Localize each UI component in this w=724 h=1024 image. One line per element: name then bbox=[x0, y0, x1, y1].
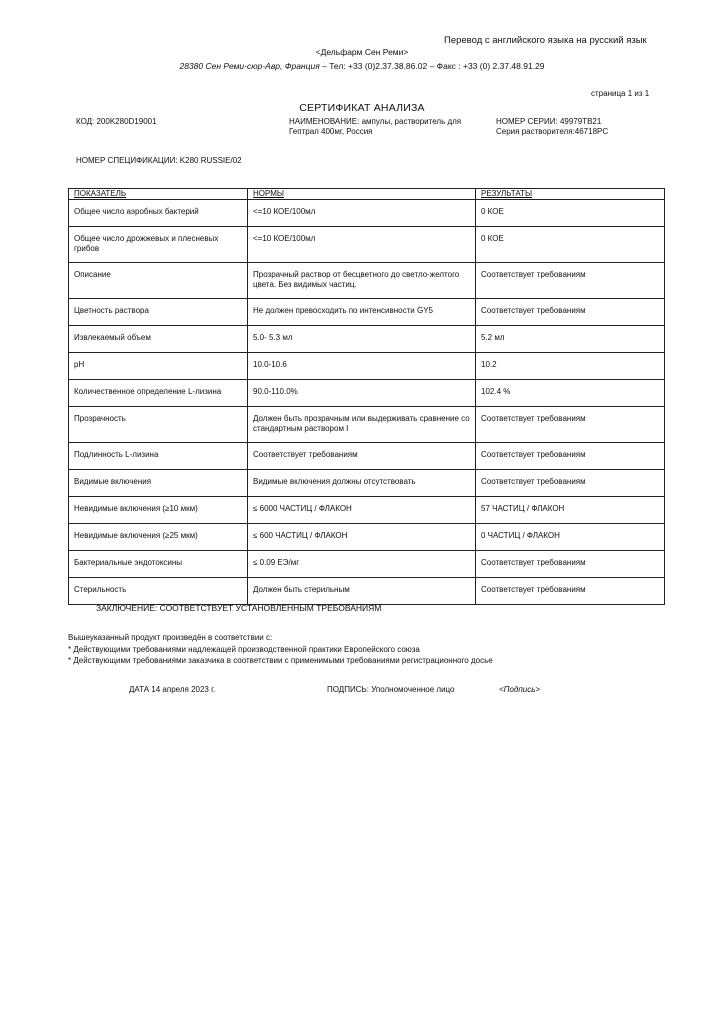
cell-norm: ≤ 600 ЧАСТИЦ / ФЛАКОН bbox=[248, 524, 476, 551]
header-parameter: ПОКАЗАТЕЛЬ bbox=[69, 189, 248, 200]
table-row bbox=[69, 200, 665, 227]
cell-norm: Не должен превосходить по интенсивности GY5 bbox=[248, 299, 476, 326]
cell-result: Соответствует требованиям bbox=[476, 551, 665, 578]
table-row bbox=[69, 551, 665, 578]
document-date: ДАТА 14 апреля 2023 г. bbox=[129, 685, 216, 694]
cell-result: 10.2 bbox=[476, 353, 665, 380]
cell-parameter: Общее число дрожжевых и плесневых грибов bbox=[69, 227, 248, 263]
table-row bbox=[69, 443, 665, 470]
cell-result: 0 ЧАСТИЦ / ФЛАКОН bbox=[476, 524, 665, 551]
specification-number: НОМЕР СПЕЦИФИКАЦИИ: K280 RUSSIE/02 bbox=[76, 156, 242, 165]
cell-norm: Должен быть прозрачным или выдерживать сравнение со стандартным раствором I bbox=[248, 407, 476, 443]
certificate-title: СЕРТИФИКАТ АНАЛИЗА bbox=[299, 102, 425, 114]
results-table bbox=[68, 188, 665, 605]
cell-parameter: Невидимые включения (≥25 мкм) bbox=[69, 524, 248, 551]
cell-norm: 10.0-10.6 bbox=[248, 353, 476, 380]
cell-norm: <=10 КОЕ/100мл bbox=[248, 227, 476, 263]
cell-result: 102.4 % bbox=[476, 380, 665, 407]
cell-parameter: Цветность раствора bbox=[69, 299, 248, 326]
table-row bbox=[69, 497, 665, 524]
product-code: КОД: 200K280D19001 bbox=[76, 117, 157, 126]
cell-result: Соответствует требованиям bbox=[476, 263, 665, 299]
cell-norm: ≤ 0.09 ЕЭ/мг bbox=[248, 551, 476, 578]
cell-result: 5.2 мл bbox=[476, 326, 665, 353]
header-results: РЕЗУЛЬТАТЫ bbox=[476, 189, 665, 200]
table-row bbox=[69, 299, 665, 326]
cell-parameter: Невидимые включения (≥10 мкм) bbox=[69, 497, 248, 524]
cell-result: 0 КОЕ bbox=[476, 200, 665, 227]
cell-norm: 5.0- 5.3 мл bbox=[248, 326, 476, 353]
table-row bbox=[69, 470, 665, 497]
table-row bbox=[69, 524, 665, 551]
table-row bbox=[69, 326, 665, 353]
batch-number: НОМЕР СЕРИИ: 49979TB21 bbox=[496, 117, 602, 126]
cell-parameter: Прозрачность bbox=[69, 407, 248, 443]
cell-result: Соответствует требованиям bbox=[476, 443, 665, 470]
cell-parameter: Подлинность L-лизина bbox=[69, 443, 248, 470]
cell-norm: Должен быть стерильным bbox=[248, 578, 476, 605]
translation-note: Перевод с английского языка на русский язык bbox=[444, 35, 647, 46]
signature-mark: <Подпись> bbox=[499, 685, 541, 694]
cell-norm: ≤ 6000 ЧАСТИЦ / ФЛАКОН bbox=[248, 497, 476, 524]
table-row bbox=[69, 353, 665, 380]
cell-norm: <=10 КОЕ/100мл bbox=[248, 200, 476, 227]
cell-norm: Прозрачный раствор от бесцветного до светло-желтого цвета. Без видимых частиц. bbox=[248, 263, 476, 299]
header-norms: НОРМЫ bbox=[248, 189, 476, 200]
company-name: <Дельфарм Сен Реми> bbox=[315, 47, 409, 57]
cell-result: 0 КОЕ bbox=[476, 227, 665, 263]
cell-norm: Видимые включения должны отсутствовать bbox=[248, 470, 476, 497]
cell-parameter: Бактериальные эндотоксины bbox=[69, 551, 248, 578]
table-row bbox=[69, 263, 665, 299]
solvent-batch: Серия растворителя:46718PC bbox=[496, 127, 609, 136]
cell-result: Соответствует требованиям bbox=[476, 299, 665, 326]
cell-parameter: Количественное определение L-лизина bbox=[69, 380, 248, 407]
compliance-intro: Вышеуказанный продукт произведён в соответствии с: bbox=[68, 633, 273, 642]
cell-result: Соответствует требованиям bbox=[476, 578, 665, 605]
signature-label: ПОДПИСЬ: Уполномоченное лицо bbox=[327, 685, 455, 694]
cell-result: 57 ЧАСТИЦ / ФЛАКОН bbox=[476, 497, 665, 524]
table-row bbox=[69, 578, 665, 605]
table-header-row bbox=[69, 189, 665, 200]
cell-parameter: pH bbox=[69, 353, 248, 380]
compliance-statement bbox=[68, 632, 668, 667]
cell-result: Соответствует требованиям bbox=[476, 407, 665, 443]
conclusion: ЗАКЛЮЧЕНИЕ: СООТВЕТСТВУЕТ УСТАНОВЛЕННЫМ ТРЕБОВАНИЯМ bbox=[96, 603, 382, 613]
compliance-item: * Действующими требованиями заказчика в соответствии с применимыми требованиями регистрационного досье bbox=[68, 656, 493, 665]
product-name: НАИМЕНОВАНИЕ: ампулы, растворитель для Гептрал 400мг, Россия bbox=[289, 117, 462, 136]
table-row bbox=[69, 380, 665, 407]
cell-parameter: Стерильность bbox=[69, 578, 248, 605]
address-city: 28380 Сен Реми-сюр-Авр, Франция bbox=[179, 61, 320, 71]
compliance-item: * Действующими требованиями надлежащей производственной практики Европейского союза bbox=[68, 644, 420, 654]
company-address bbox=[0, 61, 724, 72]
cell-parameter: Описание bbox=[69, 263, 248, 299]
address-contacts: – Тел: +33 (0)2.37.38.86.02 – Факс : +33 (0) 2.37.48.91.29 bbox=[319, 61, 545, 71]
table-row bbox=[69, 407, 665, 443]
cell-result: Соответствует требованиям bbox=[476, 470, 665, 497]
batch-info bbox=[496, 117, 656, 137]
cell-parameter: Общее число аэробных бактерий bbox=[69, 200, 248, 227]
cell-norm: Соответствует требованиям bbox=[248, 443, 476, 470]
cell-parameter: Извлекаемый объем bbox=[69, 326, 248, 353]
cell-norm: 90.0-110.0% bbox=[248, 380, 476, 407]
page-number: страница 1 из 1 bbox=[591, 89, 650, 98]
cell-parameter: Видимые включения bbox=[69, 470, 248, 497]
table-row bbox=[69, 227, 665, 263]
